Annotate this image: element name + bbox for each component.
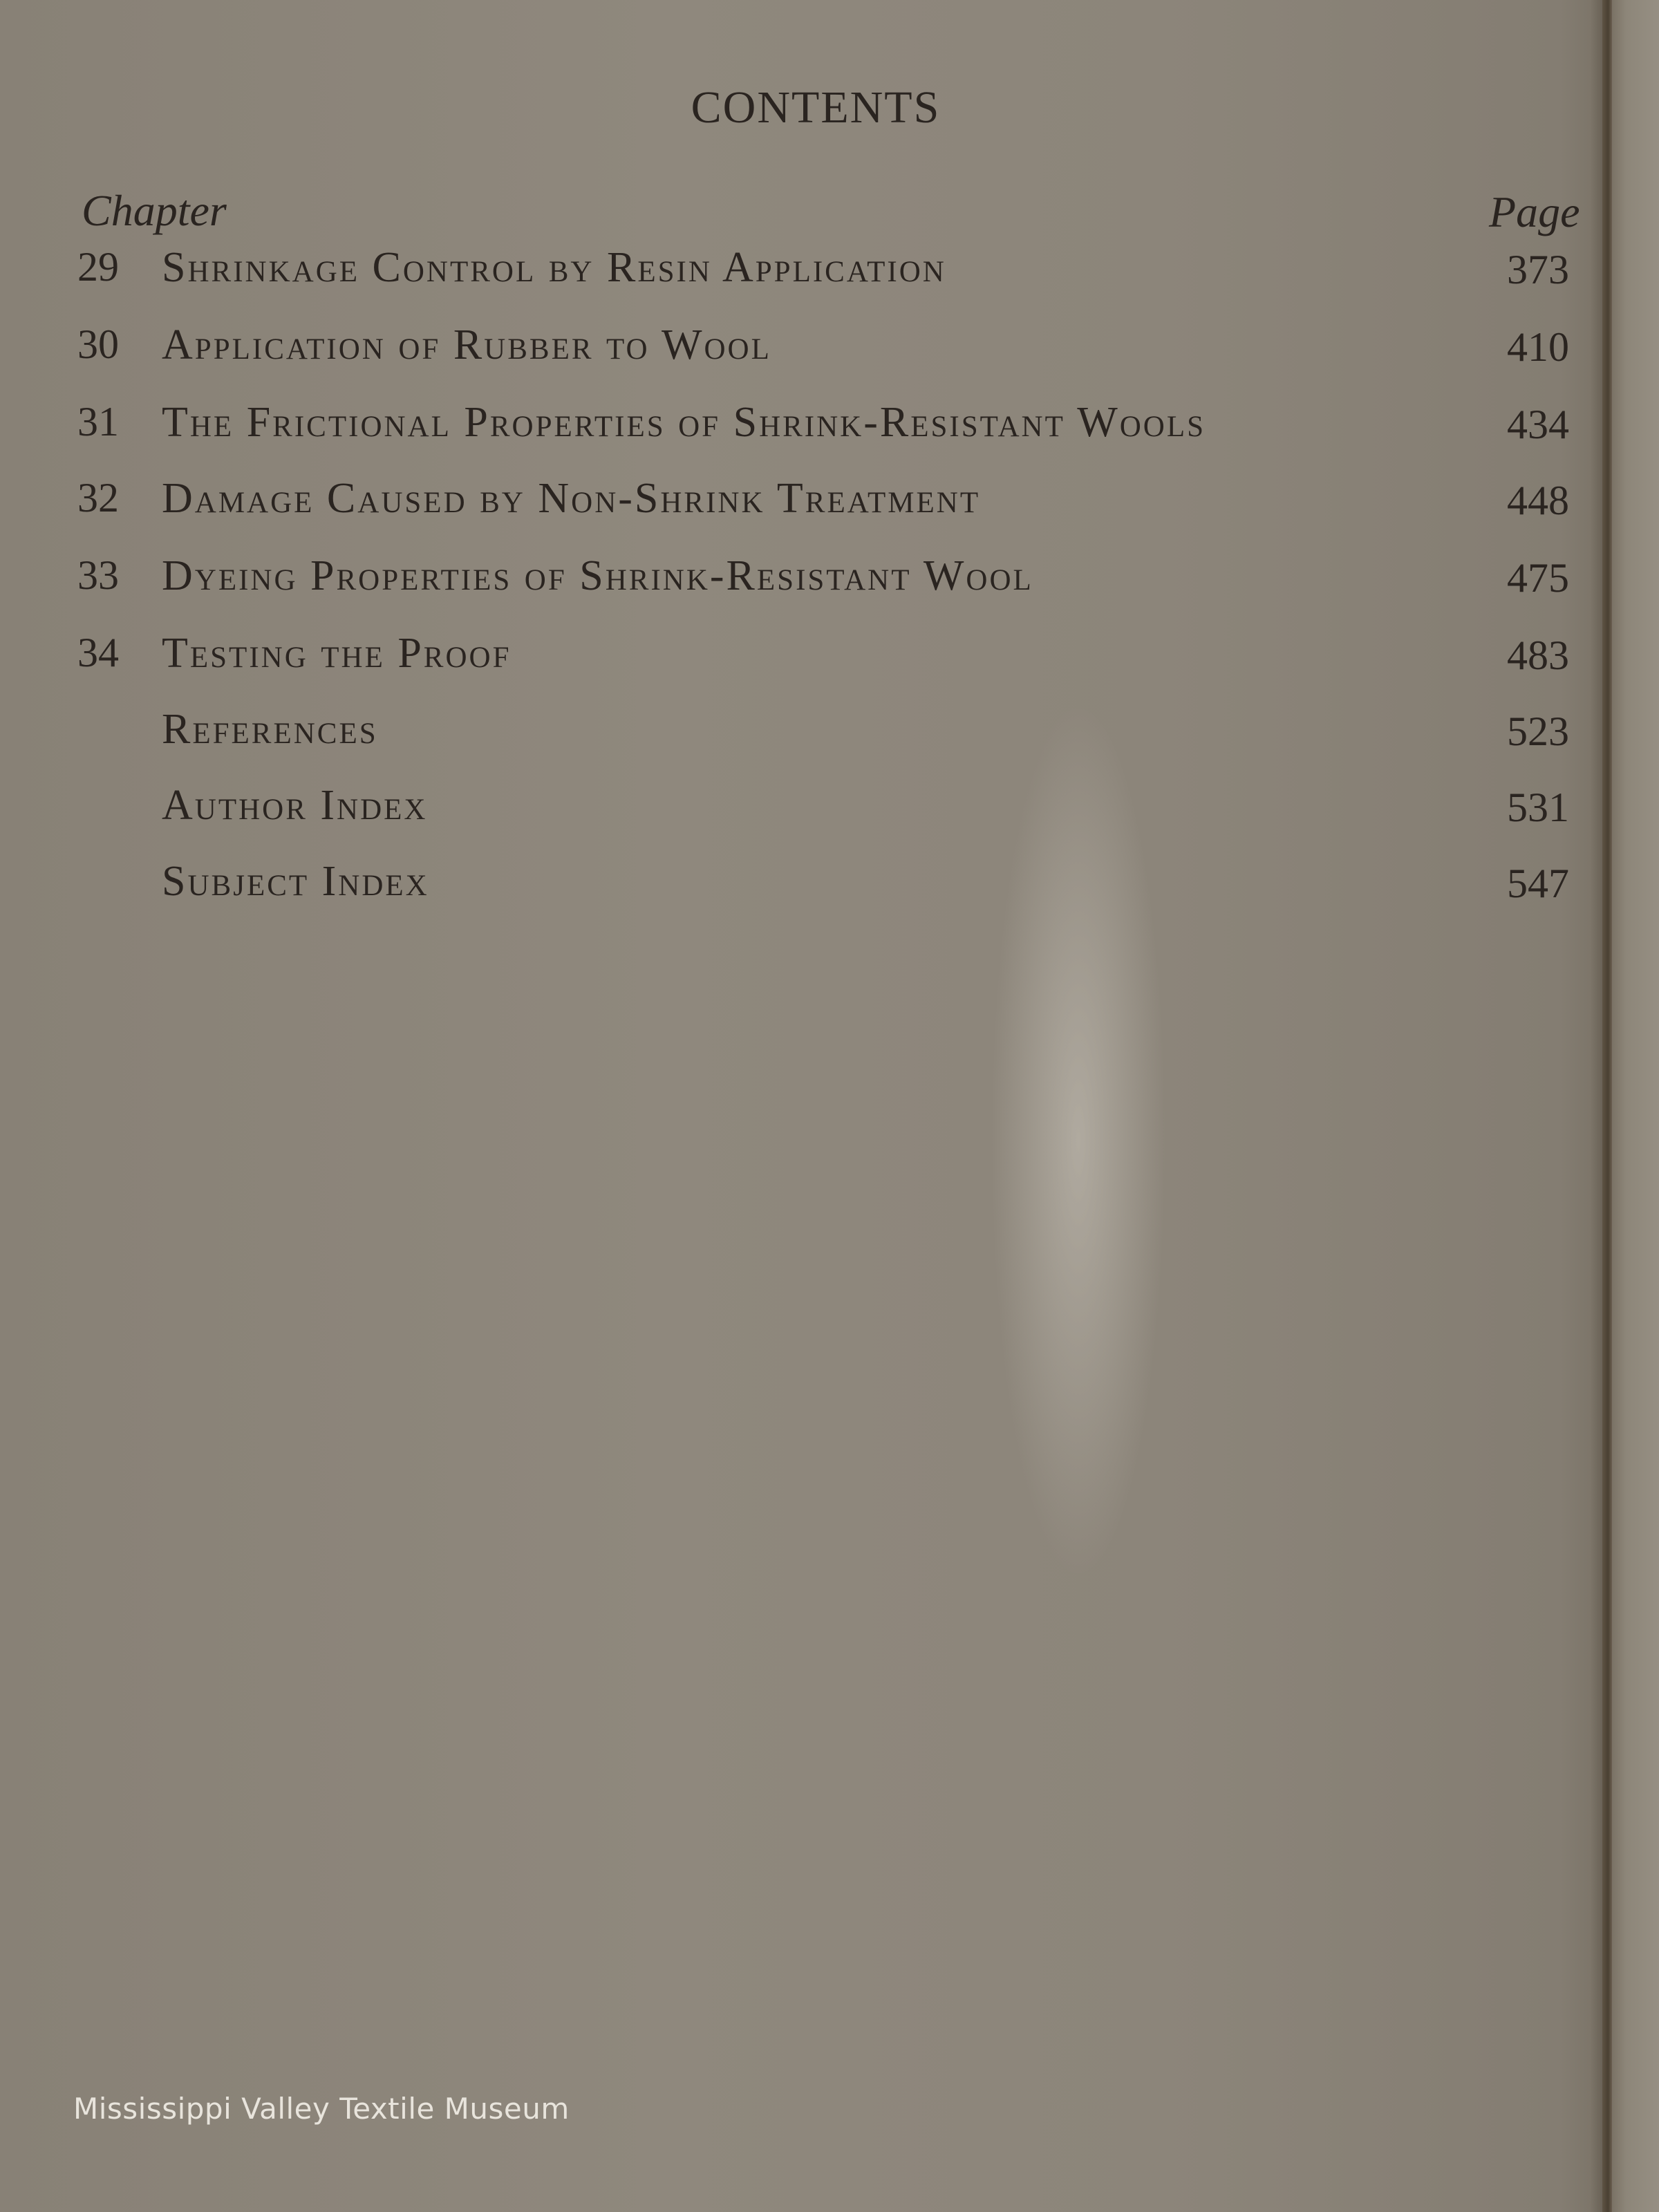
chapter-title: Subject Index (162, 858, 429, 905)
page-number: 531 (1507, 785, 1569, 830)
page-number: 410 (1507, 324, 1569, 370)
chapter-title: Shrinkage Control by Resin Application (162, 244, 946, 291)
page-number: 547 (1507, 861, 1569, 906)
toc-entry (0, 781, 1590, 843)
chapter-number: 33 (77, 552, 119, 598)
toc-entry (0, 398, 1590, 460)
page-number: 373 (1507, 247, 1569, 292)
chapter-number: 34 (77, 630, 119, 675)
toc-entry (0, 629, 1590, 691)
contents-title: CONTENTS (691, 82, 941, 133)
book-spine (1602, 0, 1612, 2212)
museum-watermark: Mississippi Valley Textile Museum (73, 2092, 570, 2126)
page-number: 483 (1507, 632, 1569, 678)
page-column-header: Page (1489, 187, 1580, 236)
chapter-number: 32 (77, 475, 119, 521)
toc-entry (0, 552, 1590, 614)
toc-entry (0, 321, 1590, 383)
chapter-title: Author Index (162, 782, 428, 829)
chapter-number: 30 (77, 321, 119, 367)
page-number: 475 (1507, 555, 1569, 601)
chapter-column-header: Chapter (82, 186, 227, 235)
chapter-title: Damage Caused by Non-Shrink Treatment (162, 475, 981, 522)
chapter-title: Testing the Proof (162, 630, 512, 677)
page-number: 448 (1507, 478, 1569, 523)
toc-entry (0, 474, 1590, 536)
chapter-title: Application of Rubber to Wool (162, 321, 771, 368)
page-number: 434 (1507, 402, 1569, 447)
chapter-title: References (162, 706, 378, 753)
chapter-number: 29 (77, 244, 119, 290)
toc-entry (0, 705, 1590, 767)
chapter-number: 31 (77, 399, 119, 444)
adjacent-page-edge (1612, 0, 1659, 2212)
toc-entry (0, 857, 1590, 919)
chapter-title: Dyeing Properties of Shrink-Resistant Wool (162, 552, 1033, 599)
page-number: 523 (1507, 709, 1569, 754)
toc-entry (0, 243, 1590, 306)
chapter-title: The Frictional Properties of Shrink-Resistant Wools (162, 399, 1206, 446)
